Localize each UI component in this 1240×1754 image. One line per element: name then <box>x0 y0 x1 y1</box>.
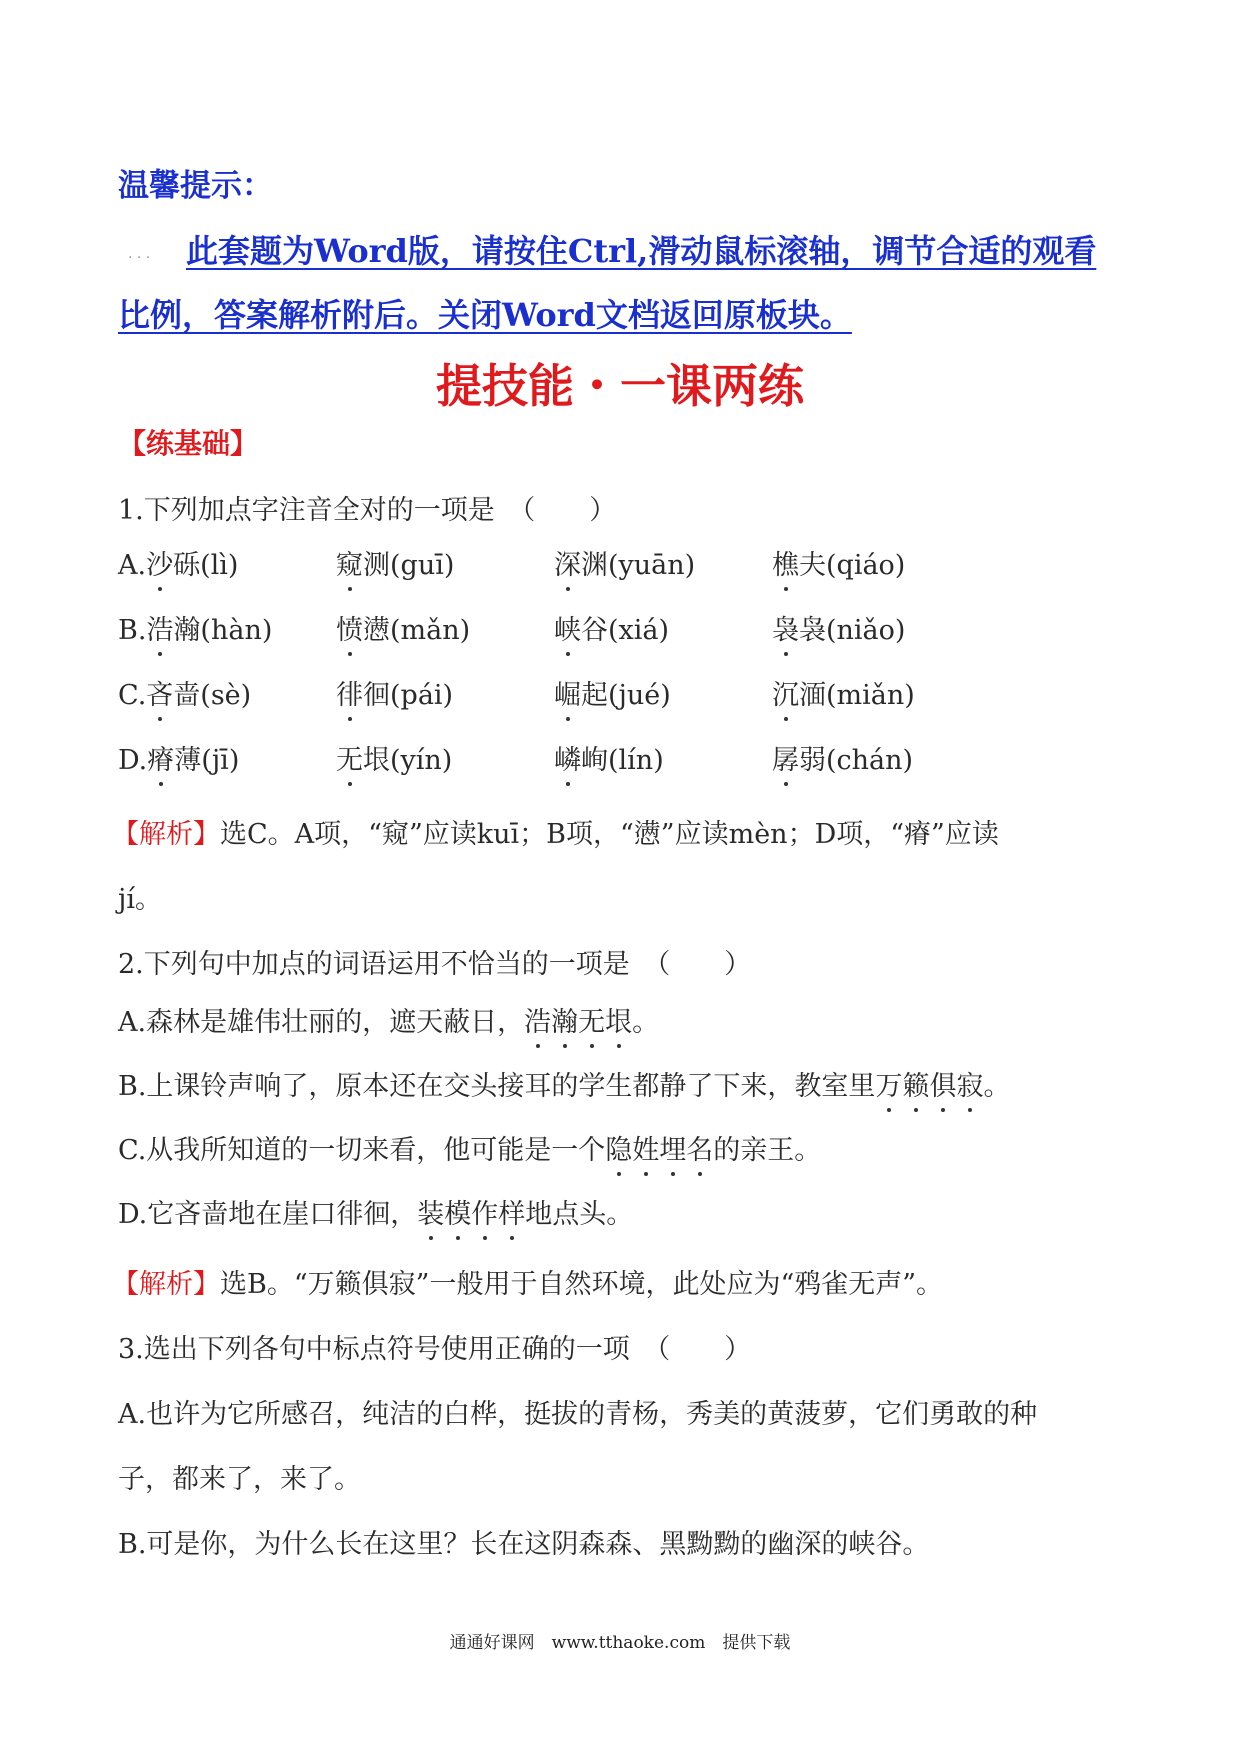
analysis-text: 选C。A项，“窥”应读kuī；B项，“懑”应读mèn；D项，“瘠”应读 <box>220 819 999 850</box>
emphasis-char: 吝 <box>146 680 174 711</box>
emphasis-char: 徘 <box>336 680 363 711</box>
tip-line-1[interactable]: 此套题为Word版，请按住Ctrl,滑动鼠标滚轴，调节合适的观看 <box>186 232 1097 270</box>
emphasis-char: 寂 <box>956 1071 984 1102</box>
q1-option-b4: 袅袅(niǎo) <box>772 615 906 646</box>
q2-a-end: 。 <box>632 1007 660 1038</box>
q2-d-word <box>417 1199 525 1230</box>
q1-option-a2: 窥测(guī) <box>336 550 455 581</box>
q2-d-end: 地点头。 <box>525 1199 634 1230</box>
q2-d-text: D.它吝啬地在崖口徘徊， <box>118 1199 418 1230</box>
q2-b-word <box>875 1071 983 1102</box>
emphasis-char: 嶙 <box>554 745 581 776</box>
emphasis-char: 浩 <box>524 1007 552 1038</box>
emphasis-char: 名 <box>686 1135 714 1166</box>
analysis-tag: 【解析】 <box>112 819 220 850</box>
section-heading: 【练基础】 <box>118 427 259 460</box>
q2-option-c <box>118 1128 821 1167</box>
q1-analysis-cont: jí。 <box>118 884 163 915</box>
emphasis-char: 深 <box>554 550 581 581</box>
emphasis-char: 姓 <box>632 1135 660 1166</box>
emphasis-char: 无 <box>578 1007 606 1038</box>
q1-option-c2: 徘徊(pái) <box>336 680 454 711</box>
q1-option-d2: 无垠(yín) <box>336 745 453 776</box>
analysis-text: 选B。“万籁俱寂”一般用于自然环境，此处应为“鸦雀无声”。 <box>220 1269 944 1300</box>
emphasis-char: 模 <box>444 1199 472 1230</box>
q2-c-word <box>605 1135 713 1166</box>
q1-stem: 1.下列加点字注音全对的一项是 （ ） <box>118 495 617 526</box>
q3-option-b: B.可是你，为什么长在这里？长在这阴森森、黑黝黝的幽深的峡谷。 <box>118 1529 930 1560</box>
q2-option-d <box>118 1192 633 1231</box>
q1-analysis <box>112 812 999 851</box>
q2-a-text: A.森林是雄伟壮丽的，遮天蔽日， <box>118 1007 525 1038</box>
q3-option-a-cont: 子，都来了，来了。 <box>118 1464 361 1495</box>
q1-option-c1: C.吝啬(sè) <box>118 680 252 711</box>
emphasis-char: 愤 <box>336 615 363 646</box>
emphasis-char: 装 <box>417 1199 445 1230</box>
emphasis-char: 样 <box>498 1199 526 1230</box>
emphasis-char: 隐 <box>605 1135 633 1166</box>
q1-option-b1: B.浩瀚(hàn) <box>118 615 273 646</box>
tip-title: 温馨提示： <box>118 168 273 204</box>
q2-c-end: 的亲王。 <box>713 1135 822 1166</box>
emphasis-char: 籁 <box>902 1071 930 1102</box>
q1-option-a4: 樵夫(qiáo) <box>772 550 906 581</box>
q3-stem: 3.选出下列各句中标点符号使用正确的一项 （ ） <box>118 1334 752 1365</box>
q1-option-d3: 嶙峋(lín) <box>554 745 664 776</box>
emphasis-char: 沙 <box>146 550 174 581</box>
q1-option-d4: 孱弱(chán) <box>772 745 914 776</box>
q2-b-end: 。 <box>983 1071 1011 1102</box>
footer: 通通好课网 www.tthaoke.com 提供下载 <box>449 1633 791 1653</box>
emphasis-char: 作 <box>471 1199 499 1230</box>
emphasis-char: 埋 <box>659 1135 687 1166</box>
q1-option-b2: 愤懑(mǎn) <box>336 615 471 646</box>
q2-c-text: C.从我所知道的一切来看，他可能是一个 <box>118 1135 606 1166</box>
emphasis-char: 沉 <box>772 680 799 711</box>
q3-option-a: A.也许为它所感召，纯洁的白桦，挺拔的青杨，秀美的黄菠萝，它们勇敢的种 <box>118 1399 1038 1430</box>
analysis-tag: 【解析】 <box>112 1269 220 1300</box>
emphasis-char: 浩 <box>146 615 174 646</box>
emphasis-char: 孱 <box>772 745 799 776</box>
emphasis-char: 峡 <box>554 615 581 646</box>
emphasis-char: 无 <box>336 745 363 776</box>
q1-option-a3: 深渊(yuān) <box>554 550 696 581</box>
q1-option-c4: 沉湎(miǎn) <box>772 680 915 711</box>
emphasis-char: 崛 <box>554 680 581 711</box>
page-title: 提技能・一课两练 <box>436 359 804 413</box>
emphasis-char: 窥 <box>336 550 363 581</box>
emphasis-char: 万 <box>875 1071 903 1102</box>
q1-option-d1: D.瘠薄(jī) <box>118 745 240 776</box>
emphasis-char: 袅 <box>772 615 799 646</box>
q1-option-a1: A.沙砾(lì) <box>118 550 239 581</box>
q2-stem: 2.下列句中加点的词语运用不恰当的一项是 （ ） <box>118 949 752 980</box>
emphasis-char: 瘠 <box>147 745 175 776</box>
q2-a-word <box>524 1007 632 1038</box>
q2-analysis <box>112 1262 943 1301</box>
q2-b-text: B.上课铃声响了，原本还在交头接耳的学生都静了下来，教室里 <box>118 1071 876 1102</box>
q2-option-b <box>118 1064 1010 1103</box>
q1-option-b3: 峡谷(xiá) <box>554 615 670 646</box>
emphasis-char: 瀚 <box>551 1007 579 1038</box>
emphasis-char: 垠 <box>605 1007 633 1038</box>
q1-option-c3: 崛起(jué) <box>554 680 671 711</box>
emphasis-char: 樵 <box>772 550 799 581</box>
tip-line-2[interactable]: 比例，答案解析附后。关闭Word文档返回原板块。 <box>118 296 852 334</box>
decor-dots: . . . <box>128 246 151 262</box>
emphasis-char: 俱 <box>929 1071 957 1102</box>
q2-option-a <box>118 1000 659 1039</box>
